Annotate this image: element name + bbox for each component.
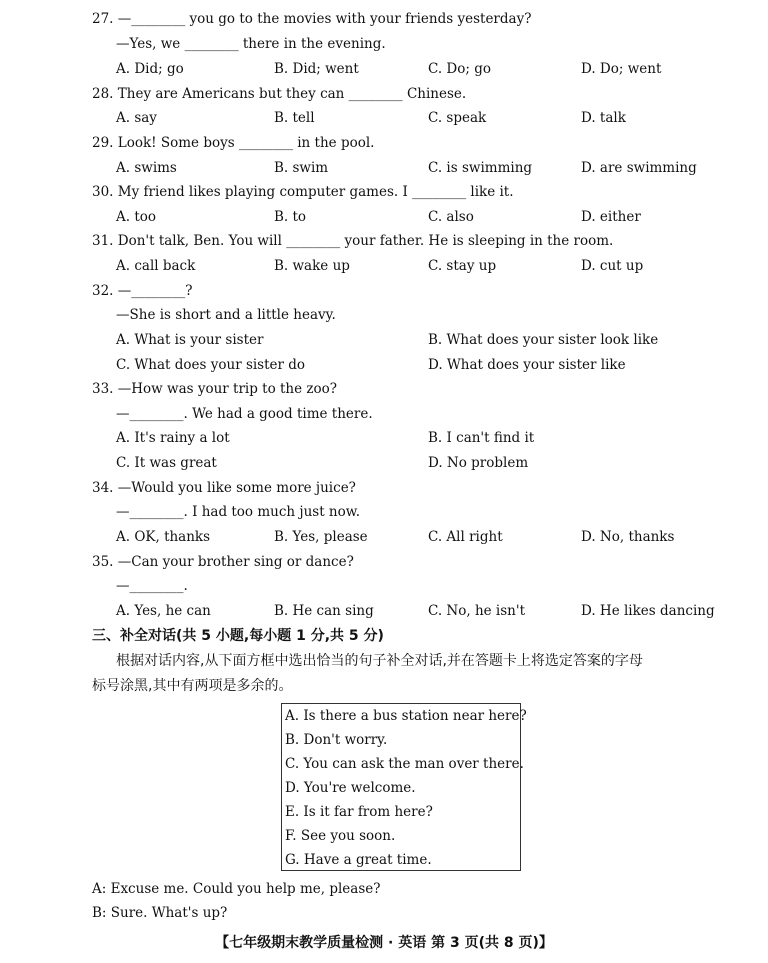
- option-c: C. All right: [428, 529, 503, 545]
- option-a: A. Did; go: [116, 61, 184, 77]
- option-d: D. No problem: [428, 455, 529, 471]
- question-31-stem-line: [0, 230, 768, 252]
- question-29-stem-line: [0, 132, 768, 154]
- question-27-stem: 27. —________ you go to the movies with your friends yesterday?: [92, 11, 532, 27]
- option-d: D. Do; went: [581, 61, 662, 77]
- question-34-stem: 34. —Would you like some more juice?: [92, 480, 356, 496]
- choice-b: B. Don't worry.: [285, 732, 388, 748]
- option-c: C. also: [428, 209, 474, 225]
- choices-box: [281, 703, 527, 871]
- question-34-stem-line: [0, 477, 768, 499]
- question-27-sub-line: [0, 33, 768, 55]
- section3-title: 三、补全对话(共 5 小题,每小题 1 分,共 5 分): [92, 628, 384, 644]
- option-c: C. is swimming: [428, 160, 533, 176]
- option-d: D. cut up: [581, 258, 644, 274]
- page-footer: 【七年级期末教学质量检测 · 英语 第 3 页(共 8 页)】: [215, 935, 553, 951]
- option-c: C. What does your sister do: [116, 357, 306, 373]
- option-d: D. talk: [581, 110, 626, 126]
- question-31-stem: 31. Don't talk, Ben. You will ________ your father. He is sleeping in the room.: [92, 233, 614, 249]
- option-a: A. call back: [116, 258, 196, 274]
- question-30-stem-line: [0, 181, 768, 203]
- question-32-stem: 32. —________?: [92, 283, 193, 299]
- question-27-sub: —Yes, we ________ there in the evening.: [116, 36, 386, 52]
- option-c: C. No, he isn't: [428, 603, 526, 619]
- question-30-stem: 30. My friend likes playing computer games. I ________ like it.: [92, 184, 514, 200]
- dialogue-b: B: Sure. What's up?: [92, 905, 228, 921]
- option-b: B. What does your sister look like: [428, 332, 659, 348]
- choice-d: D. You're welcome.: [285, 780, 416, 796]
- question-35-options: [0, 600, 768, 622]
- option-b: B. swim: [274, 160, 329, 176]
- question-33-sub-line: [0, 403, 768, 425]
- question-29-stem: 29. Look! Some boys ________ in the pool.: [92, 135, 375, 151]
- question-34-sub: —________. I had too much just now.: [116, 504, 360, 520]
- option-b: B. Did; went: [274, 61, 359, 77]
- option-a: A. What is your sister: [116, 332, 264, 348]
- question-33-sub: —________. We had a good time there.: [116, 406, 373, 422]
- option-c: C. speak: [428, 110, 487, 126]
- option-a: A. too: [116, 209, 157, 225]
- question-33-stem-line: [0, 378, 768, 400]
- option-a: A. It's rainy a lot: [116, 430, 230, 446]
- question-31-options: [0, 255, 768, 277]
- option-b: B. He can sing: [274, 603, 374, 619]
- question-35-sub-line: [0, 575, 768, 597]
- question-28-stem-line: [0, 83, 768, 105]
- question-35-stem-line: [0, 551, 768, 573]
- option-d: D. either: [581, 209, 641, 225]
- question-28-options: [0, 107, 768, 129]
- question-29-options: [0, 157, 768, 179]
- question-32-options-row2: [0, 354, 768, 376]
- question-27-options: [0, 58, 768, 80]
- option-d: D. What does your sister like: [428, 357, 626, 373]
- option-c: C. Do; go: [428, 61, 491, 77]
- question-27-stem-line: [0, 8, 768, 30]
- option-a: A. swims: [116, 160, 177, 176]
- option-d: D. No, thanks: [581, 529, 675, 545]
- question-33-options-row1: [0, 427, 768, 449]
- option-b: B. wake up: [274, 258, 350, 274]
- option-d: D. are swimming: [581, 160, 697, 176]
- option-b: B. I can't find it: [428, 430, 535, 446]
- question-32-stem-line: [0, 280, 768, 302]
- section3-title-line: [0, 625, 768, 647]
- question-32-sub-line: [0, 304, 768, 326]
- section3-instruction-1: 根据对话内容,从下面方框中选出恰当的句子补全对话,并在答题卡上将选定答案的字母: [116, 653, 643, 669]
- option-b: B. to: [274, 209, 307, 225]
- choice-e: E. Is it far from here?: [285, 804, 433, 820]
- question-33-stem: 33. —How was your trip to the zoo?: [92, 381, 338, 397]
- choice-f: F. See you soon.: [285, 828, 396, 844]
- choice-g: G. Have a great time.: [285, 852, 432, 868]
- section3-instruction-line1: [0, 650, 768, 672]
- question-28-stem: 28. They are Americans but they can ________ Chinese.: [92, 86, 467, 102]
- question-33-options-row2: [0, 452, 768, 474]
- option-a: A. Yes, he can: [116, 603, 211, 619]
- option-a: A. OK, thanks: [116, 529, 211, 545]
- question-34-sub-line: [0, 501, 768, 523]
- choice-a: A. Is there a bus station near here?: [285, 708, 527, 724]
- question-35-stem: 35. —Can your brother sing or dance?: [92, 554, 354, 570]
- option-c: C. stay up: [428, 258, 497, 274]
- section3-instruction-2: 标号涂黑,其中有两项是多余的。: [92, 678, 293, 694]
- option-c: C. It was great: [116, 455, 217, 471]
- question-32-options-row1: [0, 329, 768, 351]
- question-30-options: [0, 206, 768, 228]
- question-32-sub: —She is short and a little heavy.: [116, 307, 336, 323]
- dialogue-line-2: [0, 902, 768, 924]
- question-35-sub: —________.: [116, 578, 188, 594]
- question-34-options: [0, 526, 768, 548]
- option-b: B. Yes, please: [274, 529, 368, 545]
- option-d: D. He likes dancing: [581, 603, 715, 619]
- option-b: B. tell: [274, 110, 315, 126]
- option-a: A. say: [116, 110, 157, 126]
- section3-instruction-line2: [0, 675, 768, 697]
- dialogue-a: A: Excuse me. Could you help me, please?: [92, 881, 381, 897]
- dialogue-line-1: [0, 878, 768, 900]
- choice-c: C. You can ask the man over there.: [285, 756, 524, 772]
